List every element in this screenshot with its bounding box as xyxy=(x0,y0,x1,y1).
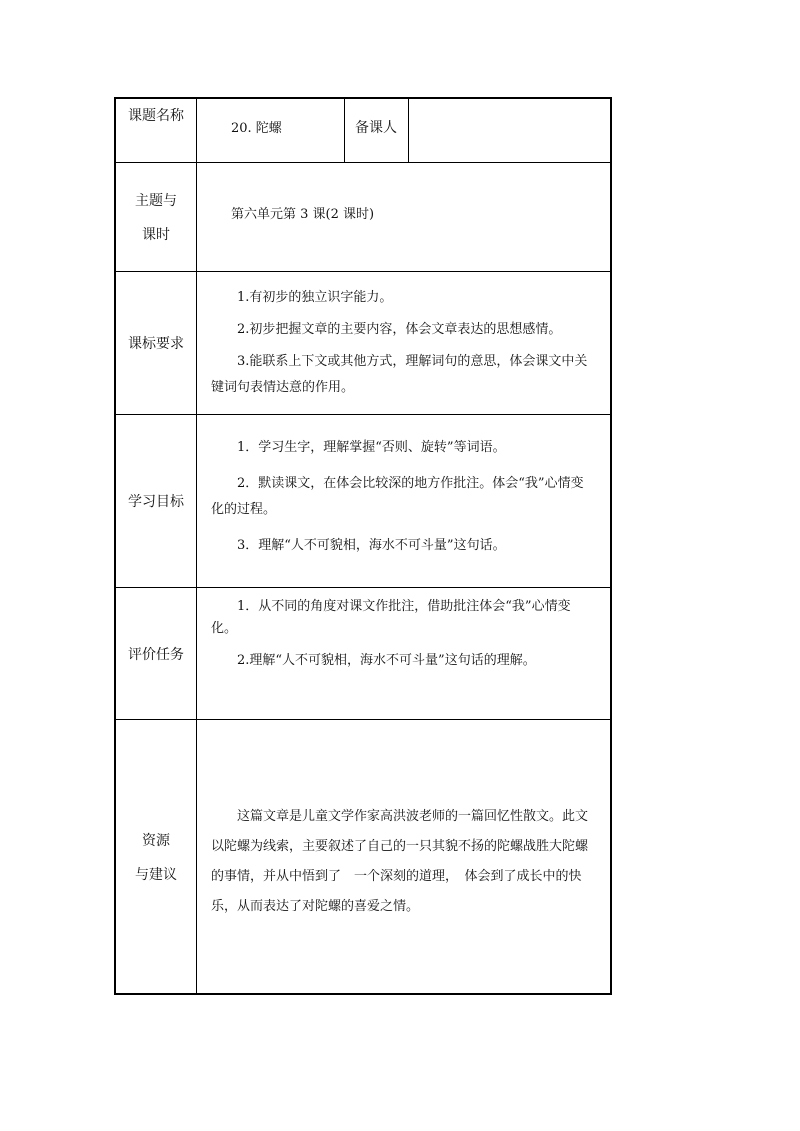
standards-row xyxy=(116,272,610,415)
resources-text: 这篇文章是儿童文学作家高洪波老师的一篇回忆性散文。此文以陀螺为线索，主要叙述了自己的一只其貌不扬的陀螺战胜大陀螺的事情，并从中悟到了 一个深刻的道理， 体会到了成长中的快乐，从而表达了对陀螺的喜爱之情。 xyxy=(211,809,589,914)
standards-list xyxy=(211,282,596,401)
standards-label: 课标要求 xyxy=(128,336,184,352)
standards-label-cell xyxy=(116,272,197,414)
objectives-row xyxy=(116,415,610,588)
theme-value: 第六单元第 3 课(2 课时) xyxy=(231,207,375,222)
topic-value: 20. 陀螺 xyxy=(231,121,282,136)
objectives-label: 学习目标 xyxy=(128,494,184,510)
topic-label-cell xyxy=(116,99,197,162)
resources-content-cell xyxy=(197,720,610,993)
standard-item: 2.初步把握文章的主要内容，体会文章表达的思想感情。 xyxy=(237,322,562,337)
standard-item: 3.能联系上下文或其他方式，理解词句的意思，体会课文中关键词句表情达意的作用。 xyxy=(211,354,588,395)
objectives-label-cell xyxy=(116,415,197,587)
theme-label-line2: 课时 xyxy=(142,227,170,243)
preparer-label-cell xyxy=(345,99,409,162)
objective-item: 2．默读课文，在体会比较深的地方作批注。体会“我”心情变化的过程。 xyxy=(211,476,584,517)
assessment-label-cell xyxy=(116,588,197,719)
preparer-value-cell xyxy=(409,99,610,162)
resources-label-line1: 资源 xyxy=(142,832,170,849)
theme-label-line1: 主题与 xyxy=(135,193,177,209)
theme-row xyxy=(116,163,610,272)
assessment-content-cell xyxy=(197,588,610,719)
objective-item: 3．理解“人不可貌相，海水不可斗量”这句话。 xyxy=(237,538,506,553)
lesson-plan-table xyxy=(114,97,612,995)
assessment-item: 2.理解“人不可貌相，海水不可斗量”这句话的理解。 xyxy=(237,653,536,668)
resources-label-cell xyxy=(116,720,197,993)
assessment-item: 1．从不同的角度对课文作批注，借助批注体会“我”心情变化。 xyxy=(211,599,571,636)
topic-row xyxy=(116,99,610,163)
objectives-content-cell xyxy=(197,415,610,587)
theme-value-cell xyxy=(197,163,610,271)
topic-value-cell xyxy=(197,99,345,162)
standards-content-cell xyxy=(197,272,610,414)
standard-item: 1.有初步的独立识字能力。 xyxy=(237,290,393,305)
topic-label: 课题名称 xyxy=(128,108,184,124)
resources-row xyxy=(116,720,610,993)
theme-label-cell xyxy=(116,163,197,271)
assessment-row xyxy=(116,588,610,720)
resources-label-line2: 与建议 xyxy=(135,866,177,883)
assessment-label: 评价任务 xyxy=(128,646,184,663)
objectives-list xyxy=(211,435,596,559)
assessment-list xyxy=(211,596,596,672)
preparer-label: 备课人 xyxy=(355,120,397,136)
objective-item: 1．学习生字，理解掌握“否则、旋转”等词语。 xyxy=(237,440,506,455)
